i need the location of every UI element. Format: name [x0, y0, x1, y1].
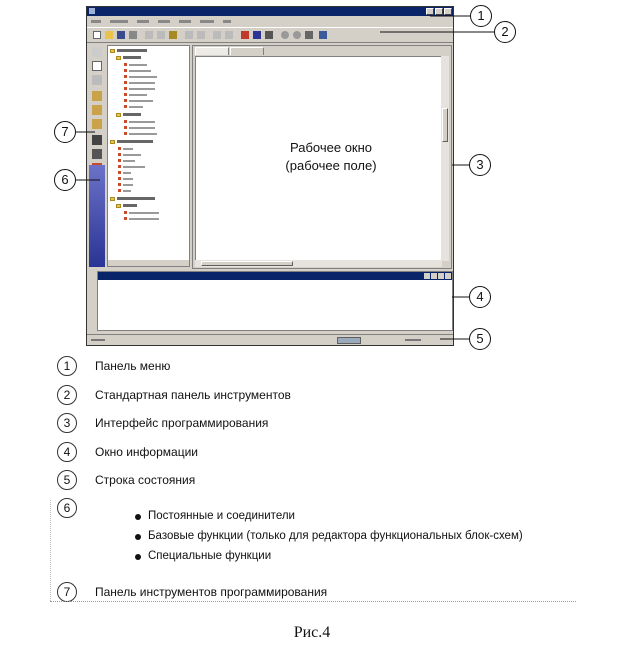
- callout-1: 1: [470, 5, 492, 27]
- legend-text: Окно информации: [95, 445, 198, 459]
- figure-caption: Рис.4: [293, 624, 331, 641]
- bullet-text: Постоянные и соединители: [148, 510, 295, 522]
- legend-number: 6: [57, 498, 77, 518]
- work-area-label-line2: (рабочее поле): [285, 158, 377, 173]
- bullet-icon: [135, 514, 141, 520]
- callout-2: 2: [494, 21, 516, 43]
- callout-7: 7: [54, 121, 76, 143]
- legend-number: 4: [57, 442, 77, 462]
- bullet-icon: [135, 554, 141, 560]
- bullet-icon: [135, 534, 141, 540]
- callout-4: 4: [469, 286, 491, 308]
- legend-number: 1: [57, 356, 77, 376]
- legend-text: Интерфейс программирования: [95, 416, 269, 430]
- callout-5: 5: [469, 328, 491, 350]
- legend-text: Панель меню: [95, 359, 171, 373]
- legend-number: 5: [57, 470, 77, 490]
- work-area-label-line1: Рабочее окно: [289, 140, 373, 155]
- callout-6: 6: [54, 169, 76, 191]
- divider: [50, 500, 51, 601]
- legend-number: 7: [57, 582, 77, 602]
- divider: [50, 601, 576, 602]
- legend-number: 3: [57, 413, 77, 433]
- legend-text: Стандартная панель инструментов: [95, 388, 291, 402]
- legend-number: 2: [57, 385, 77, 405]
- bullet-text: Специальные функции: [148, 550, 272, 562]
- legend-text: Панель инструментов программирования: [95, 585, 328, 599]
- callout-3: 3: [469, 154, 491, 176]
- legend-text: Строка состояния: [95, 473, 196, 487]
- bullet-text: Базовые функции (только для редактора функциональных блок-схем): [148, 530, 523, 542]
